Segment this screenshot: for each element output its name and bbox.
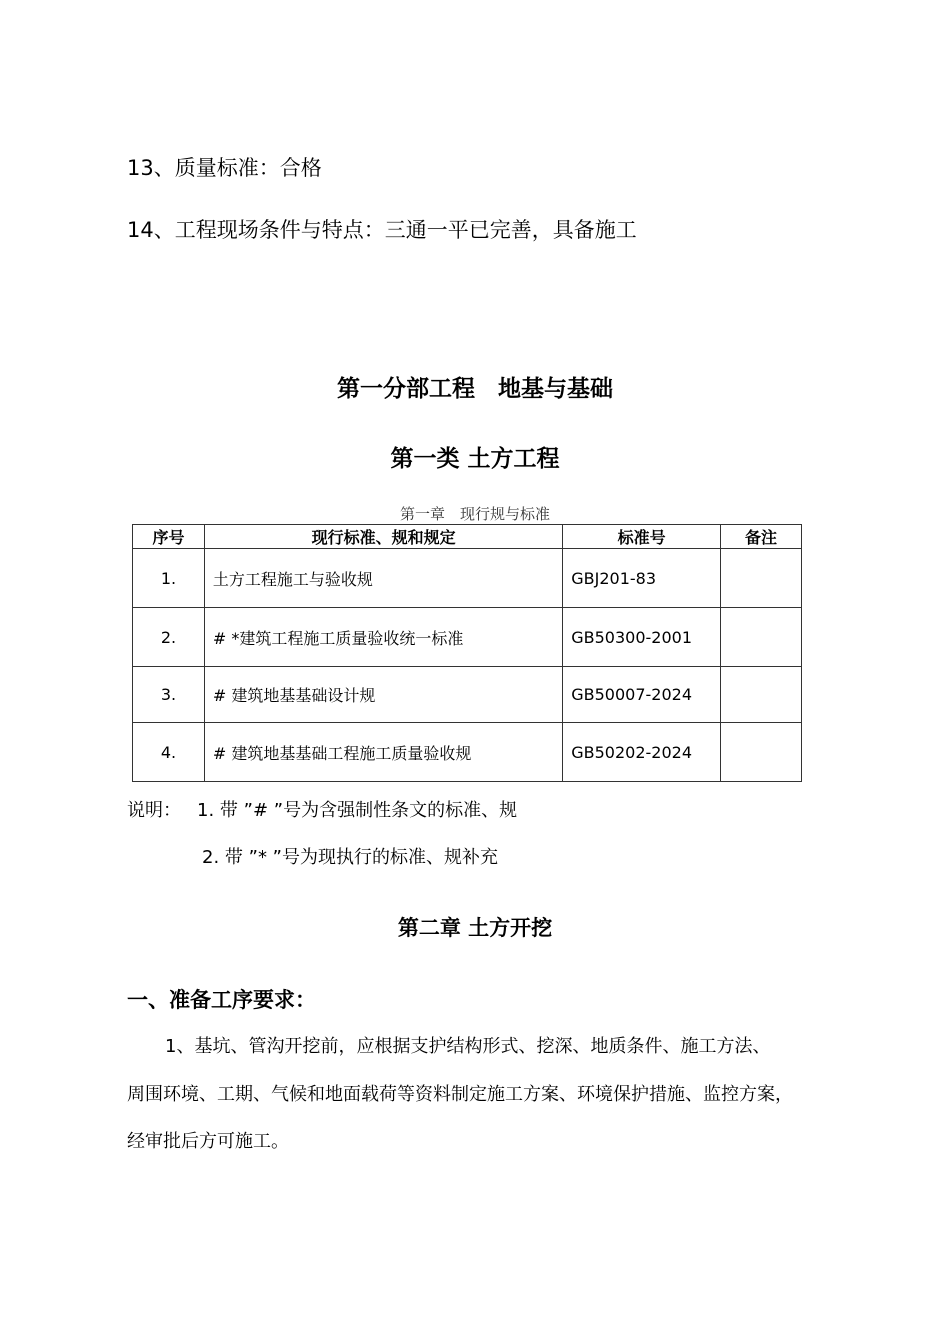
item-14: 14、工程现场条件与特点：三通一平已完善，具备施工 — [127, 218, 637, 242]
part-title: 第一分部工程 地基与基础 — [337, 376, 613, 402]
cell-name: # 建筑地基基础设计规 — [204, 667, 562, 723]
notes-label: 说明： — [127, 800, 181, 821]
cell-code: GB50202-2024 — [563, 723, 721, 782]
cell-remark — [721, 723, 802, 782]
item-13: 13、质量标准：合格 — [127, 156, 322, 180]
cell-no: 3. — [133, 667, 205, 723]
table-row — [133, 723, 802, 782]
header-code: 标准号 — [563, 525, 721, 549]
cell-name: # 建筑地基基础工程施工质量验收规 — [204, 723, 562, 782]
cell-no: 1. — [133, 549, 205, 608]
cell-name: # *建筑工程施工质量验收统一标准 — [204, 608, 562, 667]
paragraph-line-3: 经审批后方可施工。 — [127, 1131, 289, 1152]
cell-no: 4. — [133, 723, 205, 782]
note-line-1: 1. 带 ”# ”号为含强制性条文的标准、规 — [197, 800, 518, 821]
cell-no: 2. — [133, 608, 205, 667]
cell-name: 土方工程施工与验收规 — [204, 549, 562, 608]
class-title: 第一类 土方工程 — [390, 446, 560, 472]
cell-code: GB50007-2024 — [563, 667, 721, 723]
cell-remark — [721, 549, 802, 608]
header-remark: 备注 — [721, 525, 802, 549]
table-header-row — [133, 525, 802, 549]
header-no: 序号 — [133, 525, 205, 549]
section-1-title: 一、准备工序要求： — [127, 988, 316, 1012]
cell-remark — [721, 667, 802, 723]
note-line-2: 2. 带 ”* ”号为现执行的标准、规补充 — [202, 847, 498, 868]
cell-code: GB50300-2001 — [563, 608, 721, 667]
table-row — [133, 667, 802, 723]
paragraph-line-1: 1、基坑、管沟开挖前，应根据支护结构形式、挖深、地质条件、施工方法、 — [165, 1036, 771, 1057]
table-row — [133, 549, 802, 608]
header-name: 现行标准、规和规定 — [204, 525, 562, 549]
table-caption: 第一章 现行规与标准 — [399, 505, 550, 523]
paragraph-line-2: 周围环境、工期、气候和地面载荷等资料制定施工方案、环境保护措施、监控方案， — [127, 1084, 793, 1105]
cell-remark — [721, 608, 802, 667]
chapter-2-title: 第二章 土方开挖 — [397, 916, 553, 940]
table-row — [133, 608, 802, 667]
standards-table — [132, 524, 802, 782]
cell-code: GBJ201-83 — [563, 549, 721, 608]
